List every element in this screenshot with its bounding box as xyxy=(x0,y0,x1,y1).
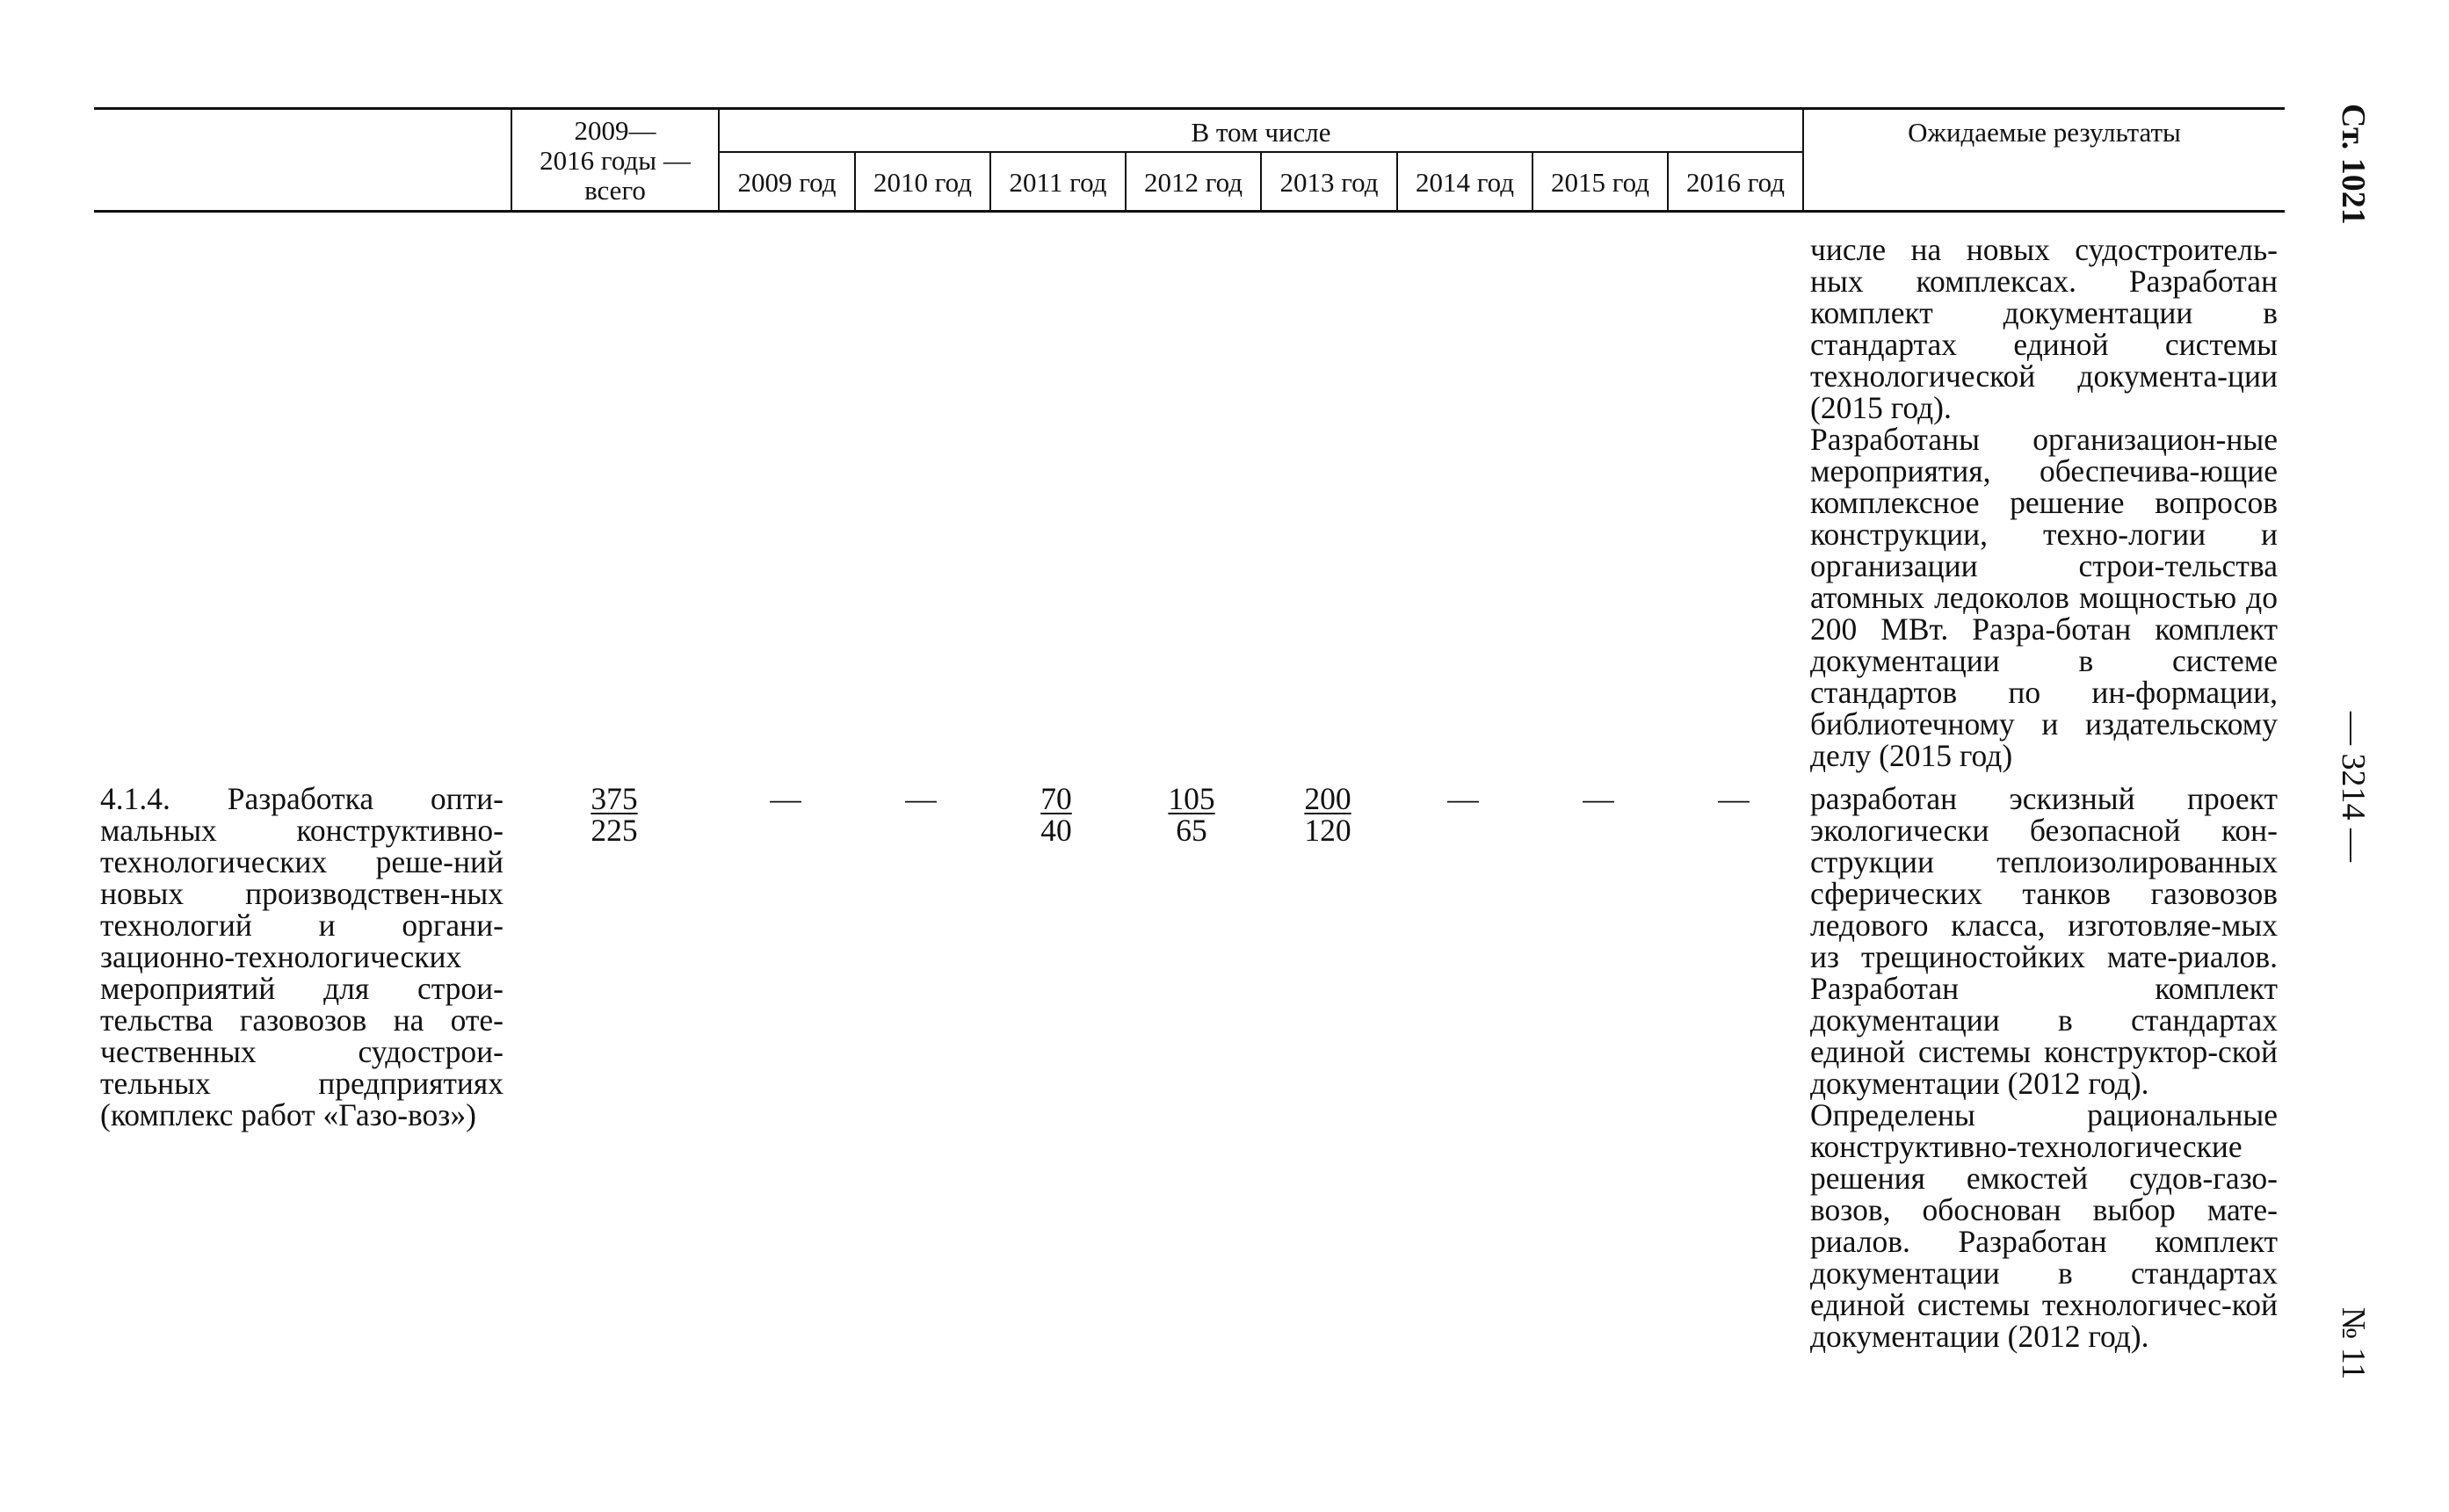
page-number: — 3214 — xyxy=(2335,712,2372,862)
year-2011-value xyxy=(1004,783,1109,846)
header-year-2012: 2012 год xyxy=(1143,167,1243,198)
header-expected-results: Ожидаемые результаты xyxy=(1908,117,2181,148)
header-year-2011: 2011 год xyxy=(1009,167,1107,198)
year-2016-value: — xyxy=(1718,781,1750,816)
results-paragraph: числе на новых судостроитель-ных комплексах. Разработан комплект документации в стандартах единой системы технологической документа-ции (2015 год). xyxy=(1810,232,2278,425)
header-year-2014: 2014 год xyxy=(1415,167,1515,198)
year-2011-value-bottom: 40 xyxy=(1040,813,1072,848)
header-year-2009: 2009 год xyxy=(737,167,837,198)
year-2013-value-bottom: 120 xyxy=(1304,813,1351,848)
results-paragraph: Определены рациональные конструктивно-технологические решения емкостей судов-газо-возов, обоснован выбор мате-риалов. Разработан комплект документации в стандартах единой системы технологичес-кой документации (2012 год). xyxy=(1810,1097,2278,1354)
issue-number: № 11 xyxy=(2335,1307,2372,1380)
header-year-2016: 2016 год xyxy=(1685,167,1786,198)
year-2012-value-top: 105 xyxy=(1168,781,1215,816)
results-paragraph: разработан эскизный проект экологически безопасной кон-струкции теплоизолированных сферических танков газовозов ледового класса, изготовляе-мых из трещиностойких мате-риалов. Разработан комплект документации в стандартах единой системы конструктор-ской документации (2012 год). xyxy=(1810,781,2278,1101)
year-2015-value: — xyxy=(1583,781,1614,816)
results-paragraph: Разработаны организацион-ные мероприятия, обеспечива-ющие комплексное решение вопросов конструкции, техно-логии и организации строи-тельства атомных ледоколов мощностью до 200 МВт. Разра-ботан комплект документации в системе стандартов по ин-формации, библиотечному и издательскому делу (2015 год) xyxy=(1810,422,2278,773)
year-2012-value xyxy=(1139,783,1244,846)
year-2013-value-top: 200 xyxy=(1304,781,1351,816)
header-year-2015: 2015 год xyxy=(1550,167,1650,198)
header-year-2013: 2013 год xyxy=(1279,167,1379,198)
row-title: 4.1.4. Разработка опти-мальных конструктивно-технологических реше-ний новых производствен-ных технологий и органи-зационно-технологических мероприятий для строи-тельства газовозов на оте-чественных судострои-тельных предприятиях (комплекс работ «Газо-воз») xyxy=(100,781,504,1132)
year-2012-value-bottom: 65 xyxy=(1176,813,1207,848)
table-top-rule xyxy=(94,107,2285,110)
year-2011-value-top: 70 xyxy=(1040,781,1072,816)
header-year-2010: 2010 год xyxy=(873,167,973,198)
article-number: Ст. 1021 xyxy=(2335,104,2372,225)
total-value xyxy=(562,783,667,846)
row-results-text xyxy=(1810,783,2278,1352)
header-bottom-rule xyxy=(94,210,2285,213)
year-2010-value: — xyxy=(905,781,937,816)
year-2013-value xyxy=(1275,783,1380,846)
header-including: В том числе xyxy=(1191,117,1331,148)
total-value-bottom: 225 xyxy=(591,813,638,848)
total-value-top: 375 xyxy=(591,781,638,816)
header-total-column: 2009— 2016 годы — всего xyxy=(540,115,691,206)
year-2014-value: — xyxy=(1447,781,1479,816)
year-2009-value: — xyxy=(770,781,801,816)
continued-results-text xyxy=(1810,234,2278,771)
